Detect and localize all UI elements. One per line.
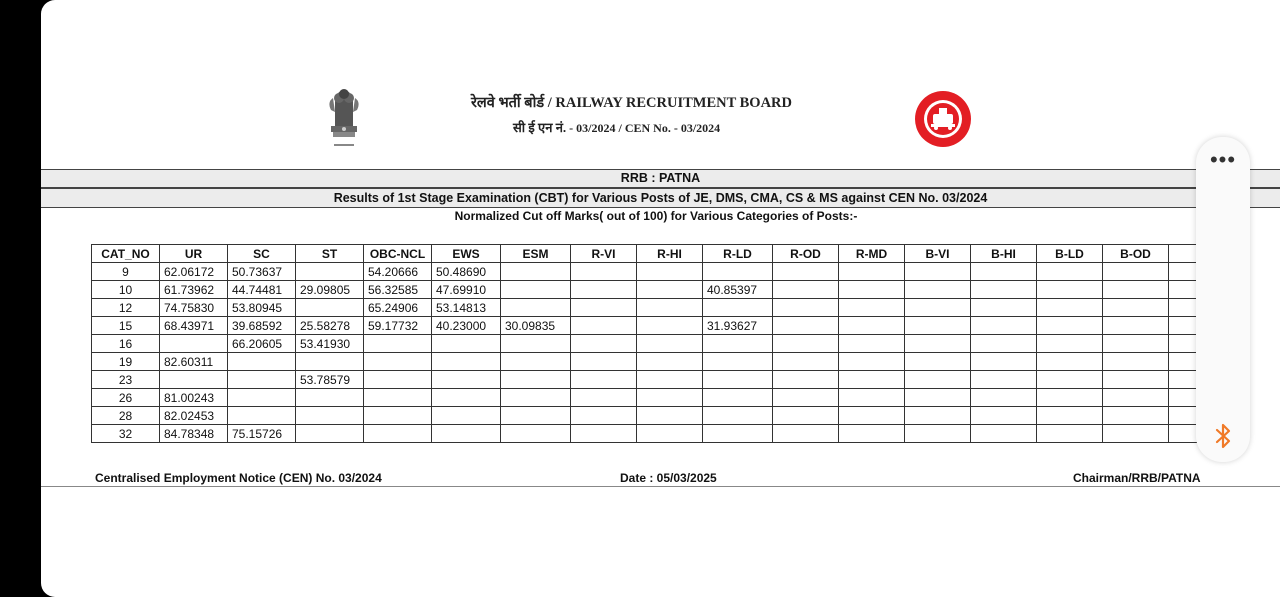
- mark-cell: [296, 407, 364, 425]
- mark-cell: 50.73637: [228, 263, 296, 281]
- mark-cell: [1103, 371, 1169, 389]
- mark-cell: 53.41930: [296, 335, 364, 353]
- mark-cell: [1037, 407, 1103, 425]
- table-row: [92, 335, 1235, 353]
- cat-no-cell: 15: [92, 317, 160, 335]
- mark-cell: 40.85397: [703, 281, 773, 299]
- mark-cell: 30.09835: [501, 317, 571, 335]
- mark-cell: [971, 299, 1037, 317]
- mark-cell: [773, 299, 839, 317]
- mark-cell: [228, 389, 296, 407]
- mark-cell: [501, 371, 571, 389]
- mark-cell: [905, 317, 971, 335]
- mark-cell: [703, 371, 773, 389]
- mark-cell: [160, 335, 228, 353]
- column-header: EWS: [432, 245, 501, 263]
- table-header-row: [92, 245, 1235, 263]
- cutoff-subtitle: Normalized Cut off Marks( out of 100) for Various Categories of Posts:-: [454, 209, 858, 223]
- mark-cell: [1103, 317, 1169, 335]
- mark-cell: [971, 317, 1037, 335]
- mark-cell: [296, 425, 364, 443]
- mark-cell: [1037, 335, 1103, 353]
- mark-cell: [637, 317, 703, 335]
- mark-cell: [773, 335, 839, 353]
- mark-cell: [1037, 425, 1103, 443]
- cat-no-cell: 26: [92, 389, 160, 407]
- cat-no-cell: 32: [92, 425, 160, 443]
- mark-cell: [905, 335, 971, 353]
- cat-no-cell: 16: [92, 335, 160, 353]
- mark-cell: [1103, 425, 1169, 443]
- mark-cell: [773, 317, 839, 335]
- mark-cell: [364, 407, 432, 425]
- cen-notice-footer: Centralised Employment Notice (CEN) No. 03/2024: [95, 471, 382, 485]
- mark-cell: [228, 353, 296, 371]
- mark-cell: [1103, 299, 1169, 317]
- mark-cell: [637, 425, 703, 443]
- mark-cell: 59.17732: [364, 317, 432, 335]
- mark-cell: [571, 353, 637, 371]
- mark-cell: [432, 425, 501, 443]
- mark-cell: [1037, 389, 1103, 407]
- mark-cell: [839, 353, 905, 371]
- mark-cell: [364, 389, 432, 407]
- more-options-icon[interactable]: •••: [1209, 147, 1237, 172]
- mark-cell: [501, 263, 571, 281]
- mark-cell: [160, 371, 228, 389]
- mark-cell: [1103, 281, 1169, 299]
- mark-cell: [839, 299, 905, 317]
- mark-cell: [637, 353, 703, 371]
- mark-cell: 82.60311: [160, 353, 228, 371]
- mark-cell: 53.78579: [296, 371, 364, 389]
- mark-cell: [364, 371, 432, 389]
- mark-cell: [637, 371, 703, 389]
- mark-cell: 84.78348: [160, 425, 228, 443]
- mark-cell: [905, 425, 971, 443]
- mark-cell: 82.02453: [160, 407, 228, 425]
- mark-cell: [364, 353, 432, 371]
- mark-cell: 81.00243: [160, 389, 228, 407]
- mark-cell: [432, 407, 501, 425]
- column-header: R-HI: [637, 245, 703, 263]
- mark-cell: [501, 353, 571, 371]
- column-header: SC: [228, 245, 296, 263]
- mark-cell: [637, 263, 703, 281]
- column-header: R-LD: [703, 245, 773, 263]
- column-header: OBC-NCL: [364, 245, 432, 263]
- mark-cell: [703, 353, 773, 371]
- mark-cell: [971, 263, 1037, 281]
- mark-cell: [773, 281, 839, 299]
- mark-cell: [905, 353, 971, 371]
- mark-cell: [296, 299, 364, 317]
- cat-no-cell: 19: [92, 353, 160, 371]
- mark-cell: [432, 371, 501, 389]
- column-header: CAT_NO: [92, 245, 160, 263]
- mark-cell: [905, 299, 971, 317]
- rrb-name-band: RRB : PATNA: [41, 169, 1280, 188]
- mark-cell: [1037, 371, 1103, 389]
- footer-divider: [41, 486, 1280, 487]
- indian-railways-logo-icon: [914, 90, 972, 148]
- mark-cell: [905, 389, 971, 407]
- mark-cell: [571, 263, 637, 281]
- mark-cell: [571, 425, 637, 443]
- table-row: [92, 371, 1235, 389]
- mark-cell: [839, 425, 905, 443]
- mark-cell: [1037, 299, 1103, 317]
- mark-cell: 39.68592: [228, 317, 296, 335]
- mark-cell: [228, 371, 296, 389]
- mark-cell: [501, 335, 571, 353]
- mark-cell: [703, 389, 773, 407]
- mark-cell: [839, 263, 905, 281]
- mark-cell: [773, 263, 839, 281]
- mark-cell: [971, 389, 1037, 407]
- mark-cell: [1037, 317, 1103, 335]
- table-row: [92, 389, 1235, 407]
- mark-cell: [364, 335, 432, 353]
- mark-cell: [571, 335, 637, 353]
- mark-cell: [501, 425, 571, 443]
- mark-cell: [501, 407, 571, 425]
- mark-cell: [703, 407, 773, 425]
- table-row: [92, 317, 1235, 335]
- mark-cell: [1103, 353, 1169, 371]
- table-row: [92, 281, 1235, 299]
- mark-cell: [432, 353, 501, 371]
- mark-cell: [637, 299, 703, 317]
- mark-cell: 54.20666: [364, 263, 432, 281]
- floating-side-panel: [1196, 137, 1250, 462]
- column-header: ESM: [501, 245, 571, 263]
- mark-cell: 44.74481: [228, 281, 296, 299]
- mark-cell: 31.93627: [703, 317, 773, 335]
- mark-cell: [296, 353, 364, 371]
- mark-cell: [1103, 389, 1169, 407]
- mark-cell: [637, 281, 703, 299]
- mark-cell: [1103, 407, 1169, 425]
- mark-cell: 53.14813: [432, 299, 501, 317]
- cat-no-cell: 9: [92, 263, 160, 281]
- table-row: [92, 407, 1235, 425]
- mark-cell: [571, 407, 637, 425]
- mark-cell: [905, 407, 971, 425]
- cutoff-marks-table: [91, 244, 1235, 443]
- mark-cell: [905, 371, 971, 389]
- mark-cell: [971, 425, 1037, 443]
- mark-cell: [1037, 353, 1103, 371]
- mark-cell: [839, 407, 905, 425]
- mark-cell: [773, 407, 839, 425]
- mark-cell: [571, 317, 637, 335]
- national-emblem-icon: [321, 82, 367, 154]
- mark-cell: 65.24906: [364, 299, 432, 317]
- mark-cell: [971, 335, 1037, 353]
- mark-cell: [571, 371, 637, 389]
- results-title-band: Results of 1st Stage Examination (CBT) for Various Posts of JE, DMS, CMA, CS & MS against CEN No. 03/2024: [41, 188, 1280, 208]
- mark-cell: [773, 425, 839, 443]
- mark-cell: 61.73962: [160, 281, 228, 299]
- mark-cell: 40.23000: [432, 317, 501, 335]
- mark-cell: [773, 371, 839, 389]
- mark-cell: [971, 281, 1037, 299]
- mark-cell: [839, 281, 905, 299]
- mark-cell: [839, 389, 905, 407]
- board-title: रेलवे भर्ती बोर्ड / RAILWAY RECRUITMENT BOARD: [471, 95, 792, 111]
- mark-cell: [1037, 281, 1103, 299]
- signatory-footer: Chairman/RRB/PATNA: [1073, 471, 1201, 485]
- mark-cell: [364, 425, 432, 443]
- mark-cell: [637, 407, 703, 425]
- mark-cell: 50.48690: [432, 263, 501, 281]
- mark-cell: 47.69910: [432, 281, 501, 299]
- mark-cell: [773, 353, 839, 371]
- date-footer: Date : 05/03/2025: [620, 471, 717, 485]
- mark-cell: [571, 299, 637, 317]
- mark-cell: [571, 389, 637, 407]
- mark-cell: [703, 335, 773, 353]
- cat-no-cell: 23: [92, 371, 160, 389]
- column-header: R-MD: [839, 245, 905, 263]
- board-header: [471, 92, 891, 136]
- mark-cell: [1037, 263, 1103, 281]
- column-header: B-LD: [1037, 245, 1103, 263]
- column-header: UR: [160, 245, 228, 263]
- mark-cell: 68.43971: [160, 317, 228, 335]
- mark-cell: [296, 389, 364, 407]
- mark-cell: [432, 335, 501, 353]
- cat-no-cell: 28: [92, 407, 160, 425]
- cat-no-cell: 10: [92, 281, 160, 299]
- mark-cell: [296, 263, 364, 281]
- mark-cell: 25.58278: [296, 317, 364, 335]
- mark-cell: [703, 425, 773, 443]
- column-header: R-OD: [773, 245, 839, 263]
- column-header: B-HI: [971, 245, 1037, 263]
- mark-cell: [637, 335, 703, 353]
- table-row: [92, 299, 1235, 317]
- mark-cell: [971, 353, 1037, 371]
- mark-cell: [971, 371, 1037, 389]
- mark-cell: [905, 281, 971, 299]
- cat-no-cell: 12: [92, 299, 160, 317]
- mark-cell: [839, 335, 905, 353]
- mark-cell: [1103, 263, 1169, 281]
- mark-cell: [703, 299, 773, 317]
- mark-cell: [571, 281, 637, 299]
- mark-cell: [971, 407, 1037, 425]
- mark-cell: [432, 389, 501, 407]
- column-header: B-OD: [1103, 245, 1169, 263]
- mark-cell: [501, 281, 571, 299]
- mark-cell: 62.06172: [160, 263, 228, 281]
- mark-cell: 75.15726: [228, 425, 296, 443]
- mark-cell: [703, 263, 773, 281]
- mark-cell: 56.32585: [364, 281, 432, 299]
- table-row: [92, 263, 1235, 281]
- document-page: [41, 0, 1280, 597]
- column-header: R-VI: [571, 245, 637, 263]
- column-header: ST: [296, 245, 364, 263]
- mark-cell: [905, 263, 971, 281]
- mark-cell: [839, 371, 905, 389]
- mark-cell: 74.75830: [160, 299, 228, 317]
- mark-cell: [773, 389, 839, 407]
- mark-cell: [228, 407, 296, 425]
- mark-cell: 53.80945: [228, 299, 296, 317]
- mark-cell: 29.09805: [296, 281, 364, 299]
- mark-cell: [501, 299, 571, 317]
- mark-cell: [501, 389, 571, 407]
- bluetooth-icon[interactable]: [1211, 422, 1235, 450]
- cen-number-line: सी ई एन नं. - 03/2024 / CEN No. - 03/2024: [513, 120, 721, 135]
- mark-cell: [839, 317, 905, 335]
- table-body: [92, 263, 1235, 443]
- table-row: [92, 353, 1235, 371]
- table-row: [92, 425, 1235, 443]
- column-header: B-VI: [905, 245, 971, 263]
- mark-cell: [1103, 335, 1169, 353]
- mark-cell: [637, 389, 703, 407]
- mark-cell: 66.20605: [228, 335, 296, 353]
